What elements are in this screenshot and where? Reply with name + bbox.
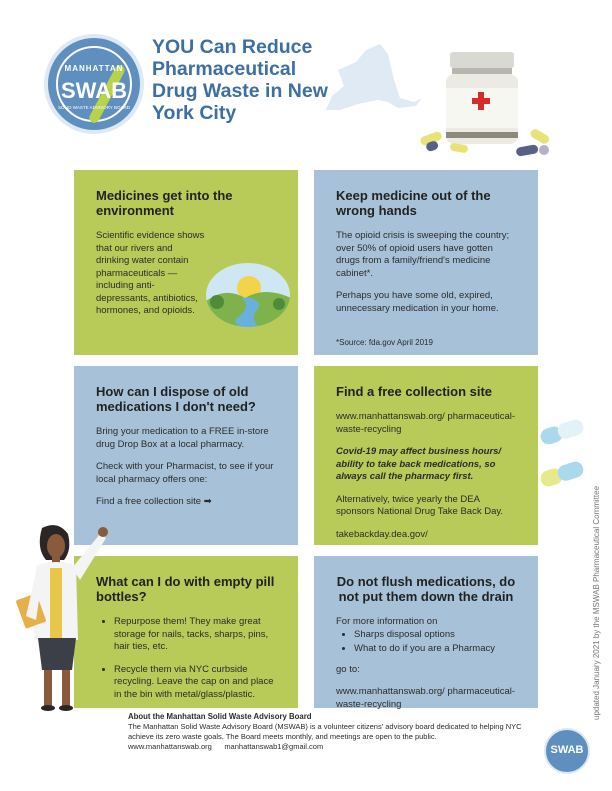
list-item: • Sharps disposal options [354,629,516,642]
panel-collection [314,366,538,545]
list-item: • What to do if you are a Pharmacy [354,643,516,656]
capsules-icon [536,412,588,502]
about-body: The Manhattan Solid Waste Advisory Board (MSWAB) is a volunteer citizens' advisory board dedicated to helping NYC achieve its zero waste goals. The Board meets monthly, and meetings are open to the public. [128,722,522,741]
swab-small-logo [544,728,590,774]
about-section [128,712,548,752]
list-item: • Recycle them via NYC curbside recycling. Leave the cap on and place in the bin with metal/glass/plastic. [114,664,276,702]
panel-dispose-body1: Bring your medication to a FREE in-store drug Drop Box at a local pharmacy. [96,426,269,450]
panel-dispose-heading: How can I dispose of old medications I don't need? [96,384,256,414]
panel-flush-heading: Do not flush medications, do not put them down the drain [336,574,516,604]
flush-url-link[interactable]: www.manhattanswab.org/ pharmaceutical-waste-recycling [336,686,516,710]
new-york-state-icon [318,40,428,120]
page-title: YOU Can Reduce Pharmaceutical Drug Waste in New York City [152,36,328,124]
panel-flush-list [336,629,516,656]
logo-top-text: MANHATTAN [64,64,124,73]
panel-collection-heading: Find a free collection site [336,384,493,399]
panel-wrong-hands-heading: Keep medicine out of the wrong hands [336,188,491,218]
panel-wrong-hands-body1: The opioid crisis is sweeping the country; over 50% of opioid users have gotten drugs from a family/friend's medicine cabinet*. [336,230,510,279]
dea-link[interactable]: takebackday.dea.gov/ [336,528,428,540]
collection-url-link[interactable]: www.manhattanswab.org/ pharmaceutical-waste-recycling [336,411,516,435]
panel-wrong-hands [314,170,538,355]
swab-logo [44,34,144,134]
about-heading: About the Manhattan Solid Waste Advisory Board [128,712,312,721]
panel-environment-heading: Medicines get into the environment [96,188,233,218]
panel-flush-goto: go to: [336,663,360,675]
logo-word: SWAB [61,78,127,103]
about-website-link[interactable]: www.manhattanswab.org [128,742,212,751]
panel-wrong-hands-source: *Source: fda.gov April 2019 [336,338,433,347]
pharmacist-illustration [6,520,116,720]
list-item: • Repurpose them! They make great storage for nails, tacks, sharps, pins, hair ties, etc. [114,616,276,654]
logo-sub-text: SOLID WASTE ADVISORY BOARD [58,105,130,110]
about-email-link[interactable]: manhattanswab1@gmail.com [224,742,324,751]
pills-icon [420,126,560,166]
river-illustration [205,262,291,328]
panel-bottles-heading: What can I do with empty pill bottles? [96,574,275,604]
find-collection-site-link[interactable]: Find a free collection site ➡ [96,496,212,507]
covid-notice: Covid-19 may affect business hours/ ability to take back medications, so always call the pharmacy first. [336,446,502,482]
panel-collection-body: Alternatively, twice yearly the DEA sponsors National Drug Take Back Day. [336,493,504,517]
panel-flush [314,556,538,708]
panel-wrong-hands-body2: Perhaps you have some old, expired, unnecessary medication in your home. [336,290,499,314]
update-note: updated January 2021 by the MSWAB Pharmaceutical Committee [592,485,601,720]
small-logo-word: SWAB [550,744,584,756]
panel-flush-intro: For more information on [336,616,438,627]
panel-dispose-body2: Check with your Pharmacist, to see if your local pharmacy offers one: [96,461,274,485]
panel-environment-body: Scientific evidence shows that our rivers and drinking water contain pharmaceuticals — including anti-depressants, antibiotics, hormones, and opioids. [96,230,205,316]
logo-ring [56,46,132,122]
panel-dispose [74,366,298,545]
panel-bottles-list [96,616,276,701]
